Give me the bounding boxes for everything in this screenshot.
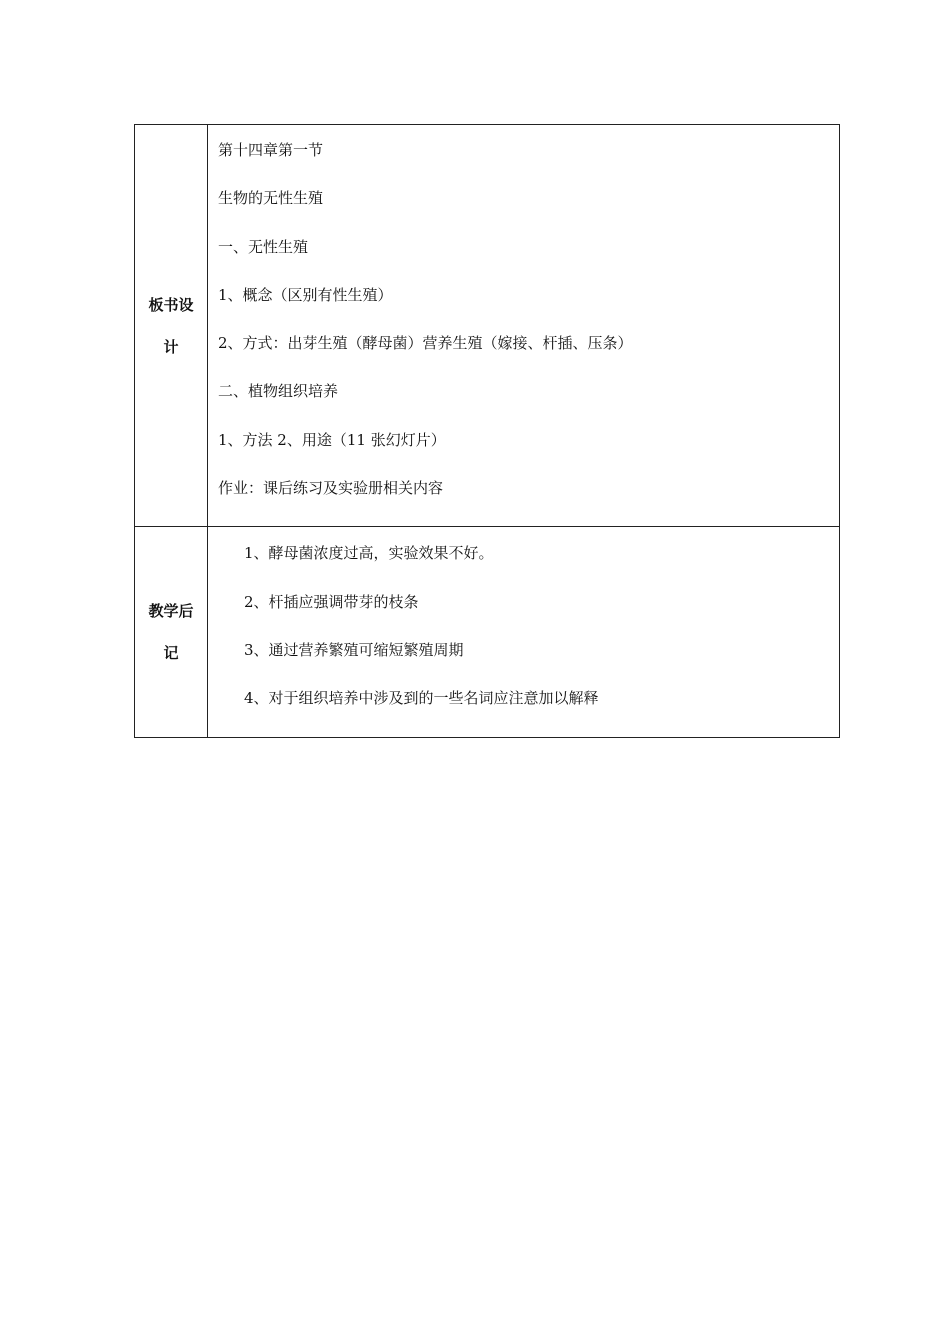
teaching-notes-lines xyxy=(208,527,839,708)
teaching-notes-label-cell xyxy=(135,527,208,737)
teaching-notes-label-line1: 教学后 xyxy=(148,601,194,620)
board-line-section-2: 二、植物组织培养 xyxy=(218,382,339,401)
board-design-content-cell xyxy=(208,125,840,527)
board-line-concept: 1、概念（区别有性生殖） xyxy=(218,285,393,304)
board-line-method-use: 1、方法 2、用途（11 张幻灯片） xyxy=(218,430,446,449)
board-line-methods: 2、方式：出芽生殖（酵母菌）营养生殖（嫁接、杆插、压条） xyxy=(218,334,633,353)
note-line-2: 2、杆插应强调带芽的枝条 xyxy=(244,592,419,611)
board-design-label-line1: 板书设 xyxy=(148,295,194,314)
note-line-1: 1、酵母菌浓度过高，实验效果不好。 xyxy=(244,544,494,563)
board-line-title: 生物的无性生殖 xyxy=(218,189,324,208)
note-line-4: 4、对于组织培养中涉及到的一些名词应注意加以解释 xyxy=(244,689,599,708)
board-line-chapter: 第十四章第一节 xyxy=(218,141,324,159)
board-line-homework: 作业：课后练习及实验册相关内容 xyxy=(218,479,444,498)
teaching-notes-label-line2: 记 xyxy=(163,643,179,662)
note-line-3: 3、通过营养繁殖可缩短繁殖周期 xyxy=(244,640,464,659)
board-design-row xyxy=(135,125,840,527)
board-design-lines xyxy=(208,125,839,498)
lesson-plan-table xyxy=(134,124,840,738)
board-line-section-1: 一、无性生殖 xyxy=(218,237,309,256)
board-design-label-cell xyxy=(135,125,208,527)
teaching-notes-row xyxy=(135,527,840,737)
board-design-label-line2: 计 xyxy=(163,337,179,356)
teaching-notes-content-cell xyxy=(208,527,840,737)
